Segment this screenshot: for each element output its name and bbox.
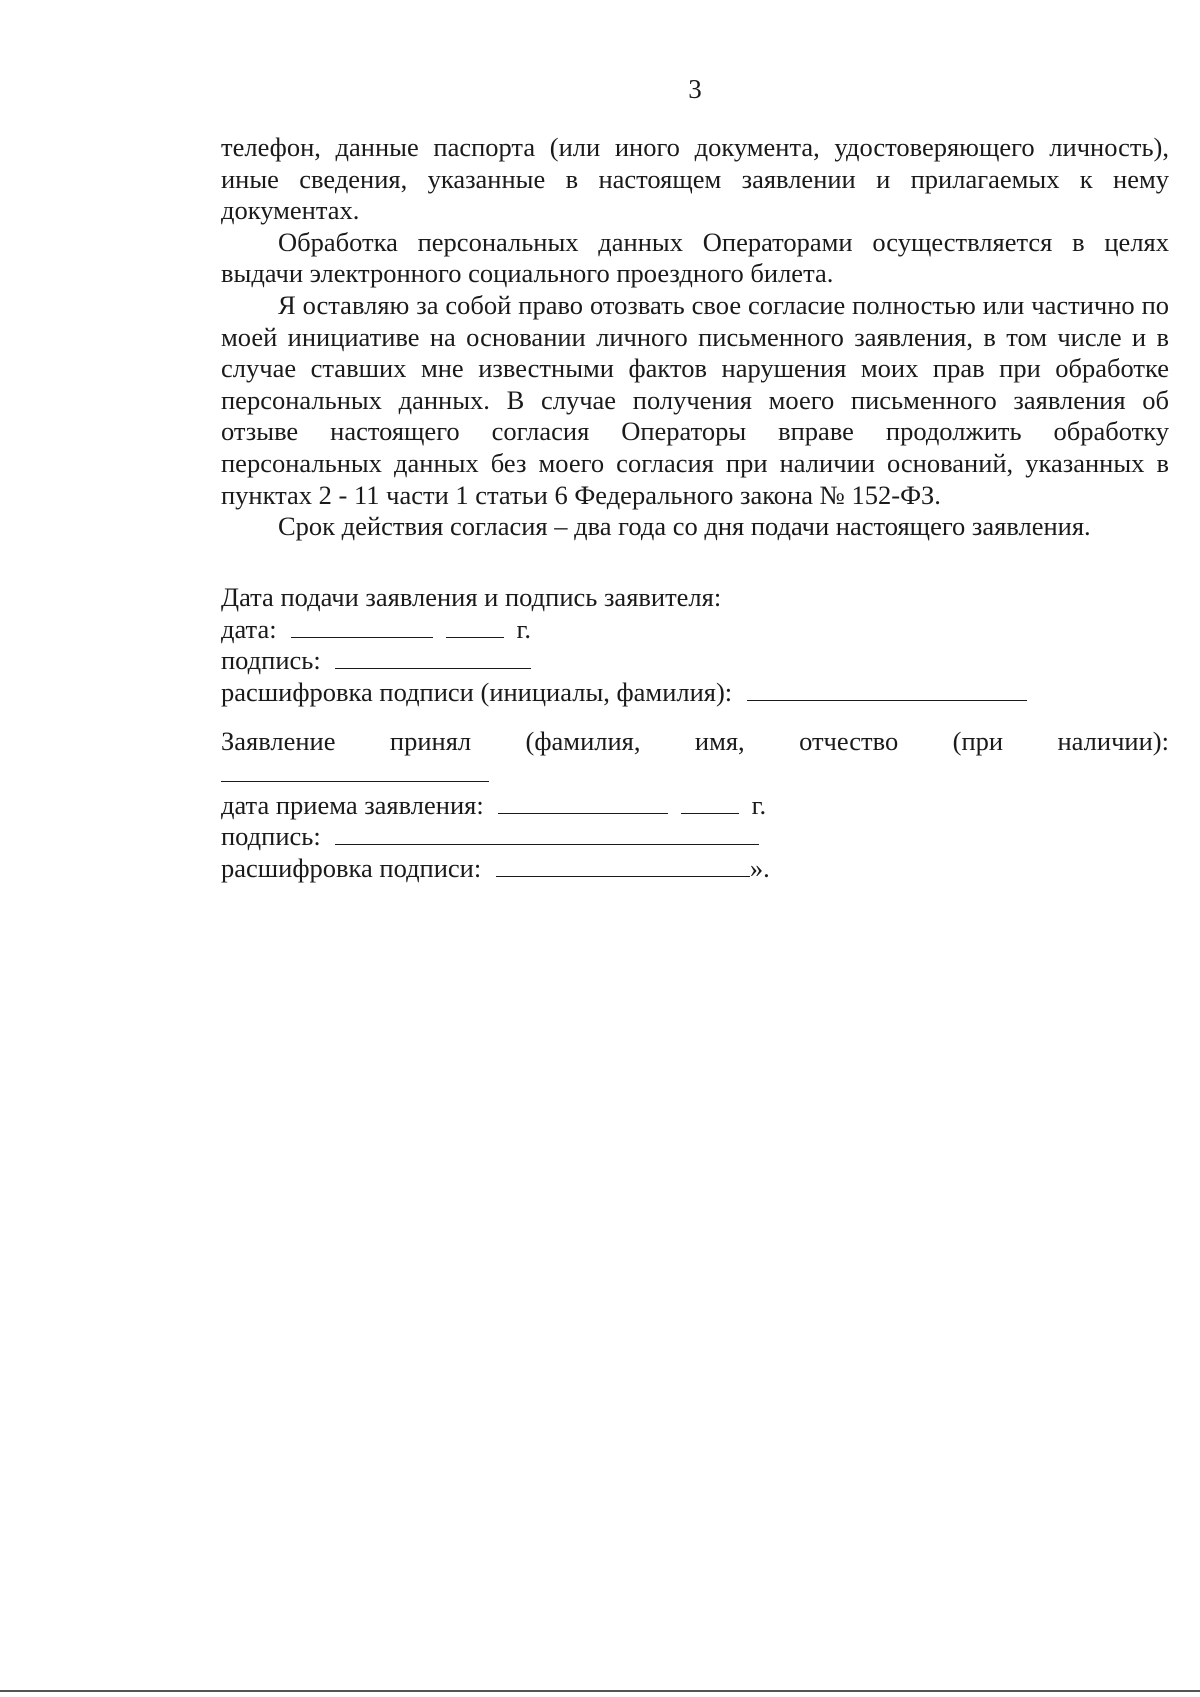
receiver-signature-field[interactable] (335, 822, 759, 845)
receiver-name-field[interactable] (221, 763, 489, 782)
receiver-year-field[interactable] (681, 791, 739, 814)
applicant-date-label: дата: (221, 613, 277, 644)
applicant-date-field[interactable] (291, 615, 433, 638)
receiver-accepted-row (221, 726, 1169, 758)
accepted-word: (при (952, 726, 1004, 756)
applicant-decoding-field[interactable] (747, 678, 1027, 701)
receiver-name-row (221, 758, 1169, 780)
closing-quote: ». (749, 852, 770, 883)
paragraph-personal-data-list: телефон, данные паспорта (или иного документа, удостоверяющего личность), иные сведения, указанные в настоящем заявлении и прилагаемых к нему документах. (221, 132, 1169, 226)
accepted-word: отчество (799, 726, 899, 756)
paragraph-consent-validity: Срок действия согласия – два года со дня подачи настоящего заявления. (278, 511, 1091, 542)
accepted-word: (фамилия, (525, 726, 641, 756)
receiver-year-suffix: г. (751, 789, 767, 820)
receiver-signature-label: подпись: (221, 821, 321, 852)
receiver-section (221, 726, 1169, 884)
scan-bottom-edge (0, 1690, 1200, 1692)
receiver-date-row (221, 790, 1169, 822)
accepted-word: наличии): (1057, 726, 1169, 756)
applicant-signature-section (221, 582, 1169, 708)
paragraph-processing-purpose: Обработка персональных данных Операторами осуществляется в целях выдачи электронного социального проездного билета. (221, 226, 1169, 289)
receiver-date-label: дата приема заявления: (221, 789, 484, 820)
receiver-decoding-field[interactable] (496, 854, 750, 877)
applicant-section-heading: Дата подачи заявления и подпись заявителя: (221, 582, 722, 612)
applicant-decoding-label: расшифровка подписи (инициалы, фамилия): (221, 676, 733, 707)
applicant-date-row (221, 614, 1169, 646)
paragraph-consent-withdrawal: Я оставляю за собой право отозвать свое согласие полностью или частично по моей инициативе на основании личного письменного заявления, в том числе и в случае ставших мне известными фактов нарушения моих прав при обработке персональных данных. В случае получения моего письменного заявления об отзыве настоящего согласия Операторы вправе продолжить обработку персональных данных без моего согласия при наличии оснований, указанных в пунктах 2 - 11 части 1 статьи 6 Федерального закона № 152-ФЗ. (221, 289, 1169, 510)
applicant-signature-field[interactable] (335, 646, 531, 669)
applicant-year-field[interactable] (446, 615, 504, 638)
receiver-date-field[interactable] (498, 791, 668, 814)
receiver-decoding-label: расшифровка подписи: (221, 852, 482, 883)
accepted-word: имя, (694, 726, 745, 756)
document-body (221, 132, 1169, 543)
applicant-decoding-row (221, 677, 1169, 709)
applicant-signature-label: подпись: (221, 645, 321, 676)
accepted-word: Заявление (221, 726, 336, 756)
page-number: 3 (688, 74, 702, 104)
receiver-decoding-row (221, 853, 1169, 885)
receiver-signature-row (221, 821, 1169, 853)
accepted-word: принял (389, 726, 472, 756)
applicant-signature-row (221, 645, 1169, 677)
applicant-year-suffix: г. (516, 613, 531, 644)
